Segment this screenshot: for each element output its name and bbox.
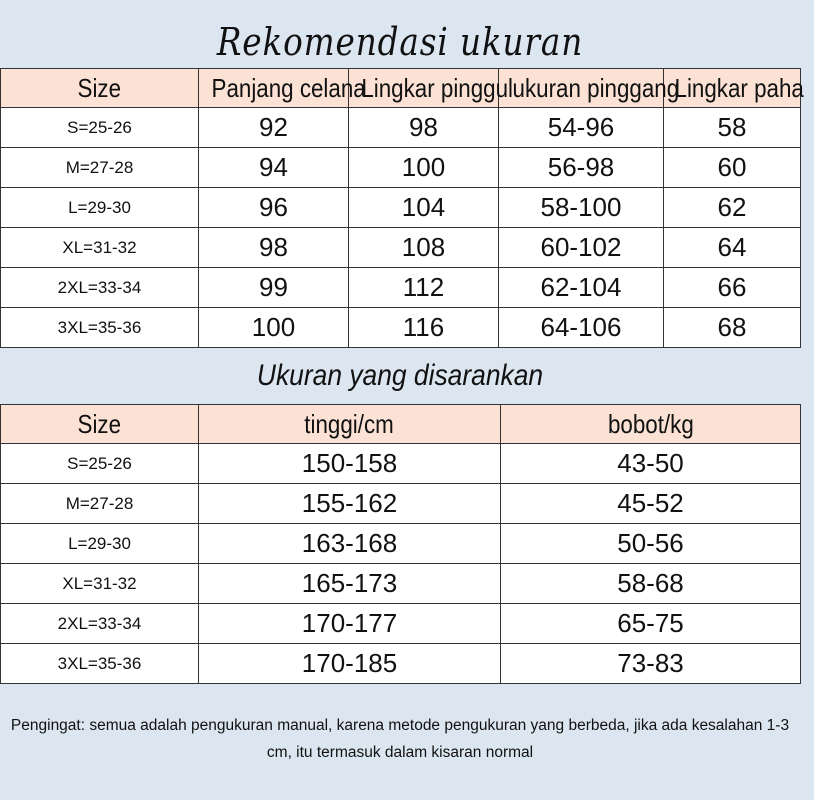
table-cell: 165-173 [199,564,501,604]
size-cell: 3XL=35-36 [1,308,199,348]
size-cell: 2XL=33-34 [1,604,199,644]
height-weight-table [0,404,801,684]
size-cell: L=29-30 [1,188,199,228]
table-row [1,444,801,484]
table-cell: 98 [349,108,499,148]
header-cell: Panjang celana [199,69,349,108]
header-cell: tinggi/cm [199,405,501,444]
table-cell: 155-162 [199,484,501,524]
header-cell: Size [1,405,199,444]
table-row [1,484,801,524]
table-cell: 100 [199,308,349,348]
table-cell: 112 [349,268,499,308]
table-cell: 163-168 [199,524,501,564]
table-row [1,524,801,564]
table-cell: 58-100 [499,188,664,228]
table-cell: 98 [199,228,349,268]
table-cell: 116 [349,308,499,348]
table-cell: 60-102 [499,228,664,268]
table-cell: 99 [199,268,349,308]
table-row [1,564,801,604]
table-header-row [1,405,801,444]
table-cell: 96 [199,188,349,228]
table-cell: 58 [664,108,801,148]
table-cell: 43-50 [501,444,801,484]
size-cell: S=25-26 [1,108,199,148]
header-cell: Lingkar pinggul [349,69,499,108]
section-subtitle: Ukuran yang disarankan [256,359,544,392]
table-cell: 73-83 [501,644,801,684]
header-cell: Lingkar paha [664,69,801,108]
page-title: Rekomendasi ukuran [216,20,584,64]
table-row [1,644,801,684]
table-row [1,268,801,308]
table-cell: 54-96 [499,108,664,148]
size-cell: 3XL=35-36 [1,644,199,684]
table-cell: 66 [664,268,801,308]
table-cell: 65-75 [501,604,801,644]
table-cell: 45-52 [501,484,801,524]
table-cell: 62 [664,188,801,228]
table-cell: 56-98 [499,148,664,188]
table-cell: 50-56 [501,524,801,564]
table-cell: 170-185 [199,644,501,684]
table-cell: 64 [664,228,801,268]
table-row [1,308,801,348]
table-cell: 104 [349,188,499,228]
measurement-table [0,68,804,348]
header-cell: bobot/kg [501,405,801,444]
table-row [1,108,801,148]
table-cell: 58-68 [501,564,801,604]
table-cell: 62-104 [499,268,664,308]
header-cell: ukuran pinggang [499,69,664,108]
table-row [1,188,801,228]
table-cell: 60 [664,148,801,188]
table-cell: 64-106 [499,308,664,348]
size-cell: S=25-26 [1,444,199,484]
table-cell: 100 [349,148,499,188]
table-row [1,604,801,644]
table-cell: 68 [664,308,801,348]
measurement-note: Pengingat: semua adalah pengukuran manual, karena metode pengukuran yang berbeda, jika ada kesalahan 1-3 cm, itu termasuk dalam kisaran normal [10,717,790,761]
table-cell: 170-177 [199,604,501,644]
header-cell: Size [1,69,199,108]
size-cell: M=27-28 [1,148,199,188]
table-row [1,148,801,188]
size-cell: M=27-28 [1,484,199,524]
size-cell: XL=31-32 [1,564,199,604]
table-cell: 108 [349,228,499,268]
size-cell: L=29-30 [1,524,199,564]
size-cell: 2XL=33-34 [1,268,199,308]
table-header-row [1,69,801,108]
table-row [1,228,801,268]
table-cell: 92 [199,108,349,148]
size-cell: XL=31-32 [1,228,199,268]
table-cell: 150-158 [199,444,501,484]
table-cell: 94 [199,148,349,188]
